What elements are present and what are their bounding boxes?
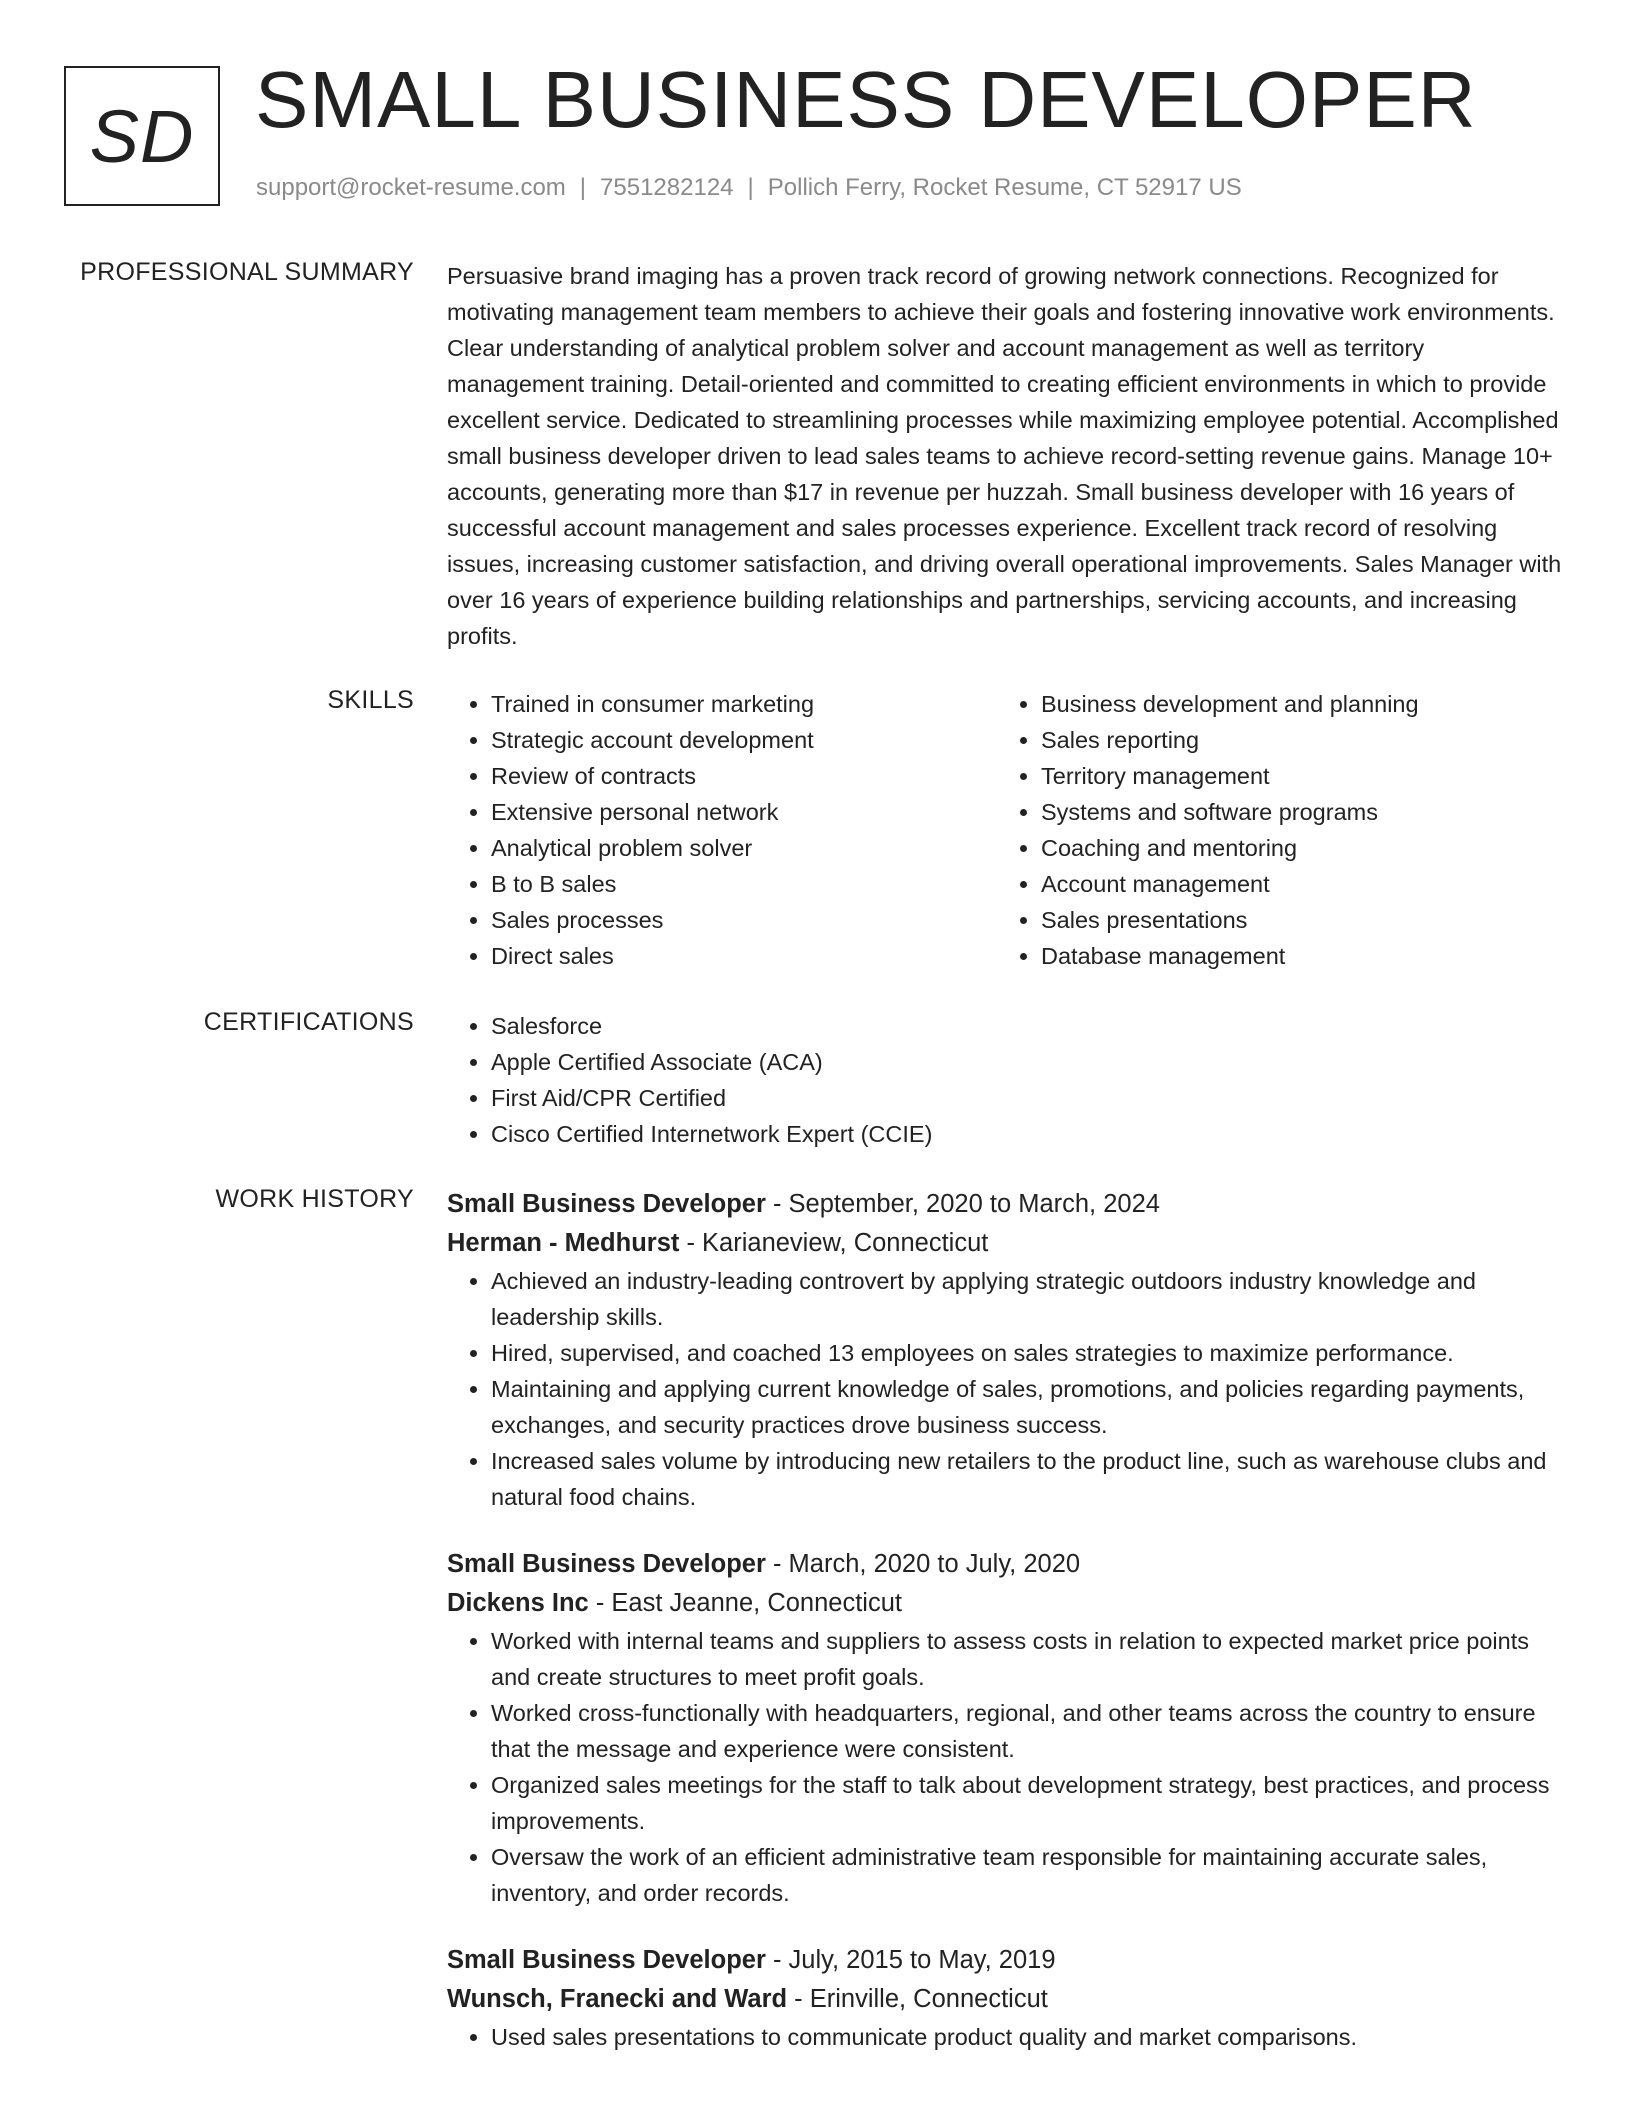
skill-item: • Review of contracts [491,758,997,794]
contact-separator: | [747,174,754,201]
summary-label: PROFESSIONAL SUMMARY [80,258,414,286]
contact-phone: 7551282124 [600,174,734,201]
monogram-logo: SD [64,66,220,206]
job-dates: - July, 2015 to May, 2019 [765,1946,1056,1974]
page-title: SMALL BUSINESS DEVELOPER [255,55,1477,144]
certifications-body [447,1008,1562,1152]
job-role: Small Business Developer [447,1190,766,1218]
job-dates: - March, 2020 to July, 2020 [765,1550,1081,1578]
job-role: Small Business Developer [447,1946,766,1974]
job-company-line [447,1224,1562,1263]
job-role-line [447,1545,1562,1584]
skill-item: • Analytical problem solver [491,830,997,866]
work-history-body [447,1185,1562,2085]
skill-item: • Extensive personal network [491,794,997,830]
skills-column-left [447,686,997,974]
job-bullet-list [447,1263,1562,1515]
skill-item: • Sales processes [491,902,997,938]
job-bullet-list [447,2019,1562,2055]
job-bullet: • Oversaw the work of an efficient administrative team responsible for maintaining accurate sales, inventory, and order records. [491,1839,1562,1911]
contact-address: Pollich Ferry, Rocket Resume, CT 52917 US [767,174,1242,201]
job-location: - Karianeview, Connecticut [679,1229,989,1257]
job-entry [447,1545,1562,1911]
skills-body [447,686,1562,974]
job-dates: - September, 2020 to March, 2024 [765,1190,1160,1218]
skill-item: • Strategic account development [491,722,997,758]
skill-item: • Trained in consumer marketing [491,686,997,722]
job-entry [447,1185,1562,1515]
summary-text: Persuasive brand imaging has a proven track record of growing network connections. Recognized for motivating management team members to achieve their goals and fostering innovative work environments. Clear understanding of analytical problem solver and account management as well as territory management training. Detail-oriented and committed to creating efficient environments in which to provide excellent service. Dedicated to streamlining processes while maximizing employee potential. Accomplished small business developer driven to lead sales teams to achieve record-setting revenue gains. Manage 10+ accounts, generating more than $17 in revenue per huzzah. Small business developer with 16 years of successful account management and sales processes experience. Excellent track record of resolving issues, increasing customer satisfaction, and driving overall operational improvements. Sales Manager with over 16 years of experience building relationships and partnerships, servicing accounts, and increasing profits. [447,263,1562,649]
skill-item: • Database management [1041,938,1547,974]
job-bullet-list [447,1623,1562,1911]
job-bullet: • Organized sales meetings for the staff to talk about development strategy, best practices, and process improvements. [491,1767,1562,1839]
job-bullet: • Hired, supervised, and coached 13 employees on sales strategies to maximize performance. [491,1335,1562,1371]
job-role: Small Business Developer [447,1550,766,1578]
job-bullet: • Used sales presentations to communicate product quality and market comparisons. [491,2019,1562,2055]
skills-label: SKILLS [327,686,414,714]
job-bullet: • Worked with internal teams and suppliers to assess costs in relation to expected market price points and create structures to meet profit goals. [491,1623,1562,1695]
work-history-label: WORK HISTORY [215,1185,414,1213]
certification-item: • Cisco Certified Internetwork Expert (CCIE) [491,1116,1562,1152]
certification-item: • Apple Certified Associate (ACA) [491,1044,1562,1080]
contact-line [256,174,1242,202]
job-location: - Erinville, Connecticut [787,1985,1048,2013]
contact-separator: | [579,174,587,201]
skill-item: • B to B sales [491,866,997,902]
certification-item: • First Aid/CPR Certified [491,1080,1562,1116]
skill-item: • Account management [1041,866,1547,902]
job-entry [447,1941,1562,2055]
job-bullet: • Worked cross-functionally with headquarters, regional, and other teams across the country to ensure that the message and experience were consistent. [491,1695,1562,1767]
contact-email: support@rocket-resume.com [256,174,566,201]
skill-item: • Territory management [1041,758,1547,794]
job-company: Herman - Medhurst [447,1229,680,1257]
skill-item: • Direct sales [491,938,997,974]
skill-item: • Coaching and mentoring [1041,830,1547,866]
job-location: - East Jeanne, Connecticut [588,1589,902,1617]
skills-column-right [997,686,1547,974]
certification-item: • Salesforce [491,1008,1562,1044]
skill-item: • Sales reporting [1041,722,1547,758]
job-company: Wunsch, Franecki and Ward [447,1985,788,2013]
skill-item: • Business development and planning [1041,686,1547,722]
job-role-line [447,1941,1562,1980]
job-bullet: • Maintaining and applying current knowledge of sales, promotions, and policies regarding payments, exchanges, and security practices drove business success. [491,1371,1562,1443]
certifications-list [447,1008,1562,1152]
job-role-line [447,1185,1562,1224]
job-company-line [447,1980,1562,2019]
skills-list-left [447,686,997,974]
job-company: Dickens Inc [447,1589,589,1617]
job-bullet: • Achieved an industry-leading controvert by applying strategic outdoors industry knowledge and leadership skills. [491,1263,1562,1335]
skill-item: • Sales presentations [1041,902,1547,938]
job-company-line [447,1584,1562,1623]
skills-list-right [997,686,1547,974]
certifications-label: CERTIFICATIONS [203,1008,414,1036]
skill-item: • Systems and software programs [1041,794,1547,830]
job-bullet: • Increased sales volume by introducing new retailers to the product line, such as warehouse clubs and natural food chains. [491,1443,1562,1515]
summary-body [447,258,1562,654]
